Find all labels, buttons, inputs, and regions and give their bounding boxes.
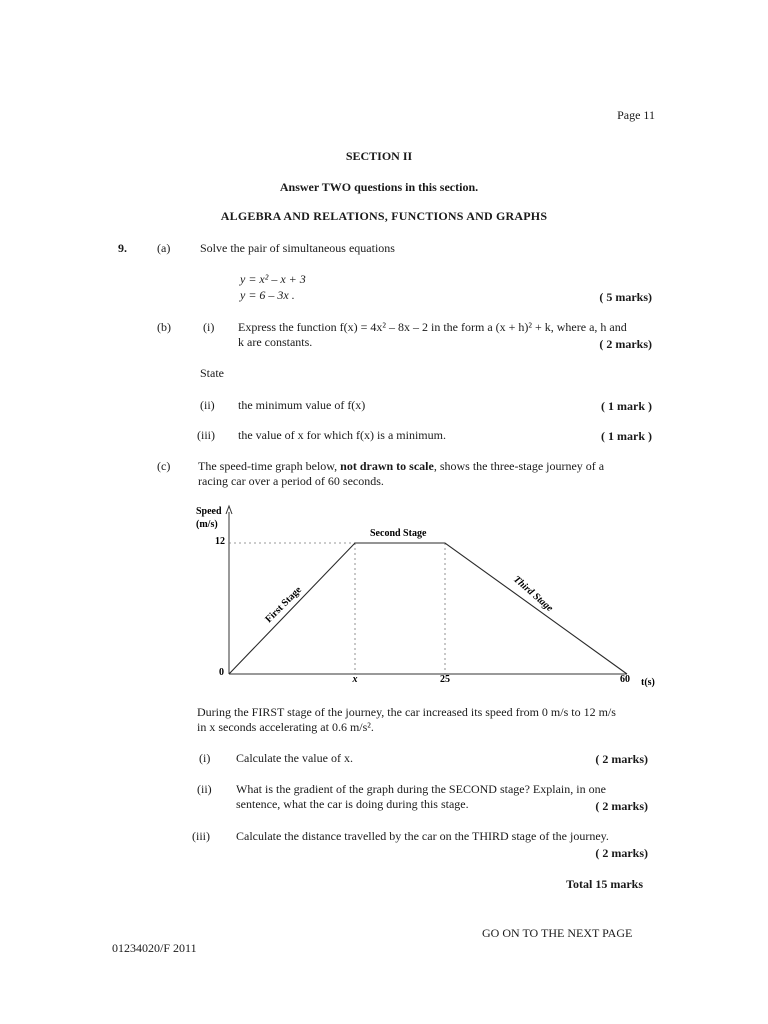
second-stage-label: Second Stage <box>370 528 427 539</box>
x-tick-25: 25 <box>440 674 450 685</box>
topic-heading: ALGEBRA AND RELATIONS, FUNCTIONS AND GRAPHS <box>220 209 548 223</box>
speed-line <box>229 543 627 674</box>
part-c-i-marks: ( 2 marks) <box>595 752 648 766</box>
x-axis-label: t(s) <box>641 677 655 688</box>
third-stage-label: Third Stage <box>511 573 555 615</box>
part-a-label: (a) <box>157 241 171 255</box>
part-b-iii-text: the value of x for which f(x) is a minimum. <box>238 428 446 442</box>
state-label: State <box>200 366 224 380</box>
y-axis-label-line2: (m/s) <box>196 519 218 530</box>
intro-text: The speed-time graph below, <box>198 459 341 473</box>
part-b-i-line1: Express the function f(x) = 4x² – 8x – 2 in the form a (x + h)² + k, where a, h and <box>238 320 627 334</box>
part-a-text: Solve the pair of simultaneous equations <box>200 241 395 255</box>
first-stage-description-line2: in x seconds accelerating at 0.6 m/s². <box>197 720 374 734</box>
question-number: 9. <box>118 241 127 255</box>
part-c-i-label: (i) <box>199 751 211 765</box>
intro-text-end: , shows the three-stage journey of a <box>433 459 605 473</box>
first-stage-label: First Stage <box>263 584 304 626</box>
part-b-i-line2: k are constants. <box>238 335 313 349</box>
part-b-ii-label: (ii) <box>200 398 215 412</box>
y-axis-label-line1: Speed <box>196 506 222 517</box>
x-tick-x: x <box>352 674 358 685</box>
part-b-ii-text: the minimum value of f(x) <box>238 398 366 412</box>
part-b-i-marks: ( 2 marks) <box>599 337 652 351</box>
x-tick-60: 60 <box>620 674 630 685</box>
first-stage-description-line1: During the FIRST stage of the journey, the car increased its speed from 0 m/s to 12 m/s <box>197 705 616 719</box>
part-c-i-text: Calculate the value of x. <box>236 751 353 765</box>
part-b-ii-marks: ( 1 mark ) <box>601 399 652 413</box>
not-to-scale-emphasis: not drawn to scale <box>340 459 434 473</box>
part-c-iii-marks: ( 2 marks) <box>595 846 648 860</box>
total-marks: Total 15 marks <box>566 877 643 891</box>
section-instruction: Answer TWO questions in this section. <box>279 180 479 194</box>
part-c-ii-marks: ( 2 marks) <box>595 799 648 813</box>
part-b-label: (b) <box>157 320 171 334</box>
page-number: Page 11 <box>617 108 655 122</box>
part-b-iii-marks: ( 1 mark ) <box>601 429 652 443</box>
part-a-marks: ( 5 marks) <box>599 290 652 304</box>
origin-label: 0 <box>219 667 224 678</box>
part-c-intro-line1 <box>198 459 604 474</box>
part-c-label: (c) <box>157 459 171 473</box>
next-page-notice: GO ON TO THE NEXT PAGE <box>482 926 633 940</box>
part-c-iii-label: (iii) <box>192 829 210 843</box>
guide-lines <box>229 543 445 674</box>
part-c-ii-label: (ii) <box>197 782 212 796</box>
equation-2: y = 6 – 3x . <box>240 288 295 302</box>
part-c-iii-text: Calculate the distance travelled by the car on the THIRD stage of the journey. <box>236 829 609 843</box>
part-c-ii-line1: What is the gradient of the graph during the SECOND stage? Explain, in one <box>236 782 606 796</box>
section-title: SECTION II <box>345 149 413 163</box>
speed-time-graph <box>195 500 675 695</box>
part-b-iii-label: (iii) <box>197 428 215 442</box>
y-tick-12: 12 <box>215 536 225 547</box>
equation-1: y = x² – x + 3 <box>240 272 306 286</box>
part-c-ii-line2: sentence, what the car is doing during this stage. <box>236 797 469 811</box>
part-c-intro-line2: racing car over a period of 60 seconds. <box>198 474 384 488</box>
paper-code: 01234020/F 2011 <box>112 941 197 955</box>
part-b-i-label: (i) <box>203 320 215 334</box>
